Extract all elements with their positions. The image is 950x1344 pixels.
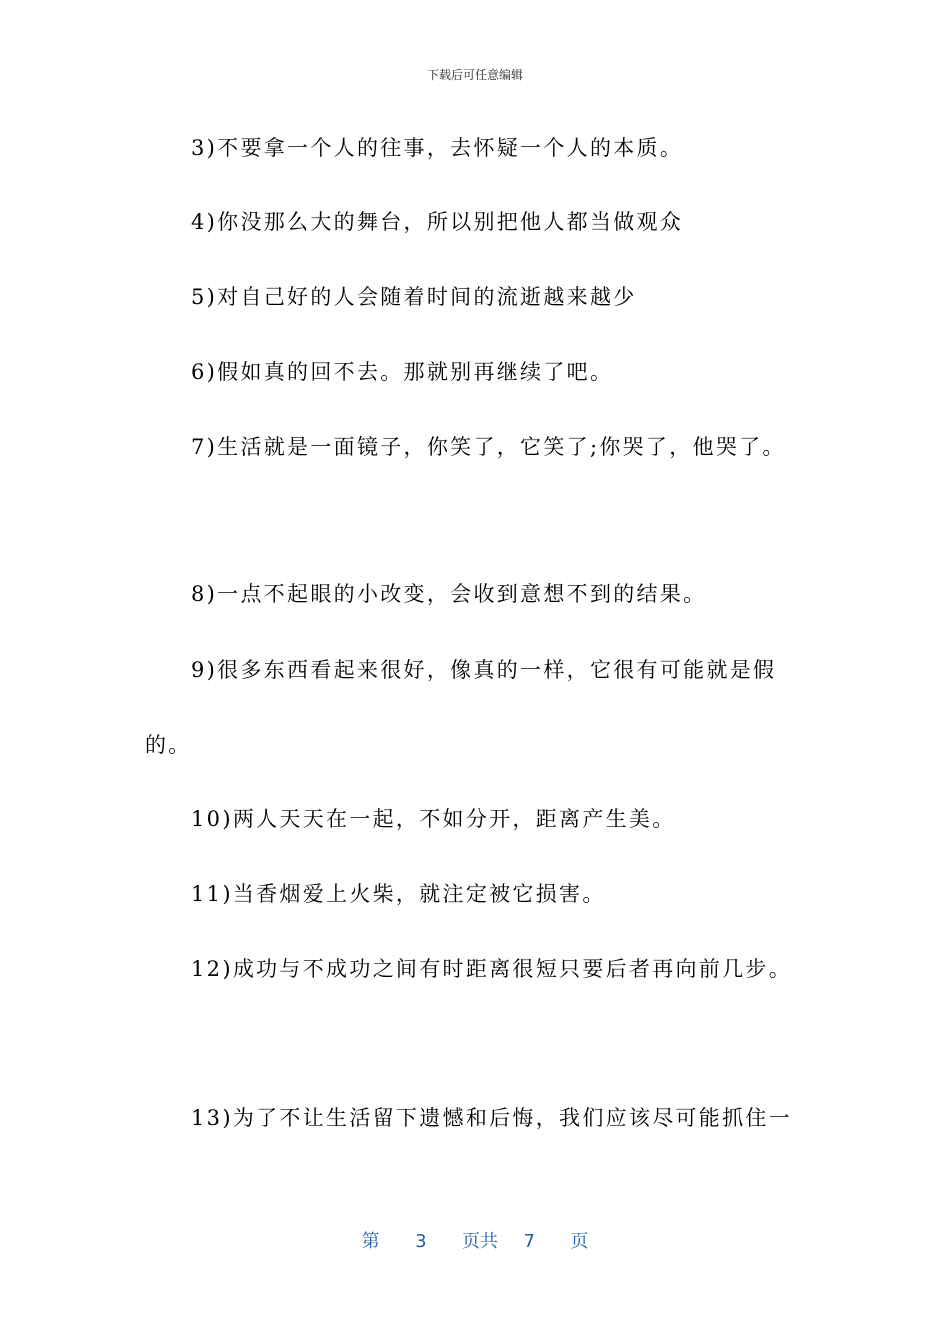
quote-line: 5)对自己好的人会随着时间的流逝越来越少 <box>191 285 637 309</box>
footer-label-page: 第 <box>361 1231 380 1252</box>
page-footer <box>0 1227 950 1253</box>
quote-line: 3)不要拿一个人的往事，去怀疑一个人的本质。 <box>191 136 684 160</box>
quote-line: 13)为了不让生活留下遗憾和后悔，我们应该尽可能抓住一 <box>191 1106 793 1130</box>
quote-line: 10)两人天天在一起，不如分开，距离产生美。 <box>191 807 676 831</box>
footer-label-page-end: 页 <box>570 1231 589 1252</box>
footer-current-page: 3 <box>415 1231 427 1252</box>
footer-total-pages: 7 <box>523 1231 535 1252</box>
page-header-note: 下载后可任意编辑 <box>426 68 523 82</box>
quote-line: 4)你没那么大的舞台，所以别把他人都当做观众 <box>191 210 684 234</box>
quote-line: 7)生活就是一面镜子，你笑了，它笑了;你哭了，他哭了。 <box>191 435 786 459</box>
quote-line-continuation: 的。 <box>145 733 192 757</box>
quote-line: 9)很多东西看起来很好，像真的一样，它很有可能就是假 <box>191 658 777 682</box>
quote-line: 11)当香烟爱上火柴，就注定被它损害。 <box>191 882 606 906</box>
quote-line: 6)假如真的回不去。那就别再继续了吧。 <box>191 360 614 384</box>
quote-line: 12)成功与不成功之间有时距离很短只要后者再向前几步。 <box>191 957 793 981</box>
quote-line: 8)一点不起眼的小改变，会收到意想不到的结果。 <box>191 582 707 606</box>
footer-label-total: 页共 <box>462 1231 498 1252</box>
